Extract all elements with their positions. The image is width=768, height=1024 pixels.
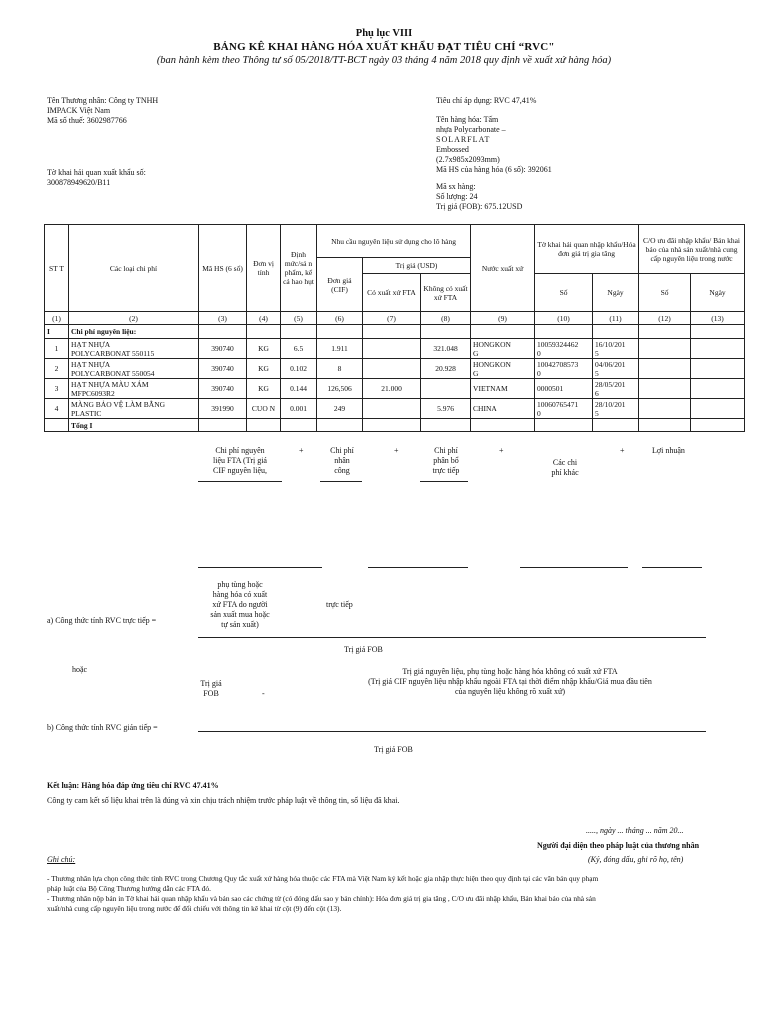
goods-name-5: (2.7x985x2093mm) xyxy=(436,155,500,164)
col-num: (4) xyxy=(247,312,281,325)
cell-price: 126,506 xyxy=(317,379,363,399)
criteria-info xyxy=(436,96,552,212)
merchant-info xyxy=(47,96,158,126)
document-title: BẢNG KÊ KHAI HÀNG HÓA XUẤT KHẨU ĐẠT TIÊU CHÍ “RVC" xyxy=(213,41,555,53)
merchant-name: Tên Thương nhân: Công ty TNHH xyxy=(47,96,159,105)
cell-fta: 21.000 xyxy=(363,379,421,399)
header-material-need: Nhu cầu nguyên liệu sử dụng cho lô hàng xyxy=(317,225,471,258)
cell-decl xyxy=(535,359,593,379)
section-row xyxy=(45,325,745,339)
plus-sign: + xyxy=(620,446,625,455)
cell-nofta xyxy=(421,379,471,399)
underline xyxy=(320,481,362,482)
cell-line: MÀNG BẢO VỆ LÀM BẰNG xyxy=(71,399,166,409)
table-row xyxy=(45,359,745,379)
cell-co_no xyxy=(639,399,691,419)
fob-value: Trị giá (FOB): 675.12USD xyxy=(436,202,523,211)
cell-date xyxy=(593,339,639,359)
formula-a-label: a) Công thức tính RVC trực tiếp = xyxy=(47,616,157,625)
cell-line: G xyxy=(473,368,479,378)
cell-price: 1.911 xyxy=(317,339,363,359)
or-label: hoặc xyxy=(72,665,88,674)
total-row xyxy=(45,419,745,432)
cell-line: POLYCARBONAT 550115 xyxy=(71,348,155,358)
legal-representative: Người đại diện theo pháp luật của thương nhân xyxy=(537,841,700,850)
section-number: I xyxy=(45,325,69,339)
cell-line: 5 xyxy=(595,368,599,378)
cell-line: HONGKON xyxy=(473,359,511,369)
header-origin: Nước xuất xứ xyxy=(471,225,535,312)
header-decl-date: Ngày xyxy=(593,274,639,312)
note-line: - Thương nhân lựa chọn công thức tính RVC trong Chương Quy tắc xuất xứ hàng hóa thuộc các FTA mà Việt Nam ký kết hoặc gia nhập thực hiện theo quy định tại các văn bản quy phạm xyxy=(47,874,599,883)
cell-nofta: 20.928 xyxy=(421,359,471,379)
fraction-line-a xyxy=(198,637,706,638)
cell-name xyxy=(69,379,199,399)
alloc-line: trực tiếp xyxy=(432,466,460,475)
non-fta-line: (Trị giá CIF nguyên liệu nhập khẩu ngoài FTA tại thời điểm nhập khẩu/Giá mua đầu tiên xyxy=(368,677,652,686)
total-label: Tổng I xyxy=(69,419,199,432)
cell-hs: 390740 xyxy=(199,379,247,399)
customs-number: 300878949620/B11 xyxy=(47,178,111,187)
sign-date: ....., ngày ... tháng ... năm 20... xyxy=(586,826,684,835)
allocated-cost-label xyxy=(424,446,468,476)
header-non-fta: Không có xuất xứ FTA xyxy=(421,274,471,312)
other-line: phí khác xyxy=(551,468,579,477)
header-decl-no: Số xyxy=(535,274,593,312)
fraction-line-b xyxy=(198,731,706,732)
cell-co_no xyxy=(639,379,691,399)
col-num: (13) xyxy=(691,312,745,325)
labor-line: nhân xyxy=(334,456,350,465)
profit-label: Lợi nhuận xyxy=(652,446,685,455)
cell-unit: CUO N xyxy=(247,399,281,419)
cell-line: HẠT NHỰA xyxy=(71,339,111,349)
cell-line: 0000501 xyxy=(537,384,564,393)
cell-norm: 0.144 xyxy=(281,379,317,399)
cell-line: HẠT NHỰA MÀU XÁM xyxy=(71,379,149,389)
cell-line: MFPC6093R2 xyxy=(71,388,115,398)
conclusion: Kết luận: Hàng hóa đáp ứng tiêu chí RVC 47.41% xyxy=(47,781,219,790)
cell-line: HONGKON xyxy=(473,339,511,349)
goods-name-3: SOLARFLAT xyxy=(436,135,491,144)
cell-co_date xyxy=(691,379,745,399)
cell-co_date xyxy=(691,399,745,419)
cost-fta-line: liệu FTA (Trị giá xyxy=(213,456,267,465)
cell-decl xyxy=(535,339,593,359)
col-num: (12) xyxy=(639,312,691,325)
note-line: - Thương nhân nộp bản in Tờ khai hải quan nhập khẩu và bản sao các chứng từ (có đóng dấu sao y bản chính): Hóa đơn giá trị gia tăng , C/O ưu đãi nhập khẩu, Bản khai báo của nhà sản xyxy=(47,894,596,903)
goods-name-2: nhựa Polycarbonate – xyxy=(436,125,506,134)
col-num: (10) xyxy=(535,312,593,325)
col-num: (8) xyxy=(421,312,471,325)
cell-line: 5 xyxy=(595,408,599,418)
cell-stt: 2 xyxy=(45,359,69,379)
direct-label: trực tiếp xyxy=(326,600,353,609)
cell-hs: 390740 xyxy=(199,339,247,359)
criteria: Tiêu chí áp dụng: RVC 47,41% xyxy=(436,96,537,105)
parts-line: xứ FTA do người xyxy=(212,600,268,609)
plus-sign: + xyxy=(299,446,304,455)
cell-name xyxy=(69,359,199,379)
alloc-line: phân bổ xyxy=(433,456,459,465)
column-number-row xyxy=(45,312,745,325)
separator-line xyxy=(642,567,702,568)
separator-line xyxy=(368,567,468,568)
col-num: (5) xyxy=(281,312,317,325)
cell-origin xyxy=(471,339,535,359)
goods-name-4: Embossed xyxy=(436,145,469,154)
tax-code: Mã số thuế: 3602987766 xyxy=(47,116,127,125)
note-line: pháp luật của Bộ Công Thương hướng dẫn các FTA đó. xyxy=(47,884,211,893)
merchant-name-2: IMPACK Việt Nam xyxy=(47,106,111,115)
cell-decl xyxy=(535,399,593,419)
document-subtitle: (ban hành kèm theo Thông tư số 05/2018/TT-BCT ngày 03 tháng 4 năm 2018 quy định về xuất xứ hàng hóa) xyxy=(156,55,612,66)
header-unit: Đơn vị tính xyxy=(247,225,281,312)
other-line: Các chi xyxy=(552,458,578,467)
cell-line: 0 xyxy=(537,348,541,358)
cell-line: 0 xyxy=(537,368,541,378)
col-num: (3) xyxy=(199,312,247,325)
cell-origin xyxy=(471,379,535,399)
parts-line: phụ tùng hoặc xyxy=(217,580,263,589)
cell-norm: 6.5 xyxy=(281,339,317,359)
cell-stt: 3 xyxy=(45,379,69,399)
col-num: (9) xyxy=(471,312,535,325)
parts-line: hàng hóa có xuất xyxy=(212,590,268,599)
customs-info xyxy=(47,168,146,188)
col-num: (6) xyxy=(317,312,363,325)
cell-line: CHINA xyxy=(473,404,497,413)
cell-decl xyxy=(535,379,593,399)
quantity: Số lượng: 24 xyxy=(436,192,478,201)
labor-line: Chi phí xyxy=(330,446,354,455)
header-hs: Mã HS (6 số) xyxy=(199,225,247,312)
formula-b-label: b) Công thức tính RVC gián tiếp = xyxy=(47,723,158,732)
table-row xyxy=(45,379,745,399)
col-num: (1) xyxy=(45,312,69,325)
cost-table xyxy=(44,224,745,432)
cell-stt: 1 xyxy=(45,339,69,359)
cell-name xyxy=(69,399,199,419)
non-fta-line: Trị giá nguyên liệu, phụ tùng hoặc hàng hóa không có xuất xứ FTA xyxy=(402,667,618,676)
cell-norm: 0.001 xyxy=(281,399,317,419)
header-declaration: Tờ khai hải quan nhập khẩu/Hóa đơn giá trị gia tăng xyxy=(535,225,639,274)
col-num: (11) xyxy=(593,312,639,325)
cell-line: 6 xyxy=(595,388,599,398)
cell-line: 10060765471 xyxy=(537,399,579,409)
header-value: Trị giá (USD) xyxy=(363,258,471,274)
other-cost-label xyxy=(540,458,590,478)
parts-line: sản xuất mua hoặc xyxy=(210,610,270,619)
note-line: xuất/nhà cung cấp nguyên liệu trong nước để đối chiếu với thông tin kê khai từ cột (9) đến cột (13). xyxy=(47,904,342,913)
cell-origin xyxy=(471,359,535,379)
cell-price: 249 xyxy=(317,399,363,419)
cell-unit: KG xyxy=(247,379,281,399)
cell-line: 16/10/201 xyxy=(595,339,626,349)
separator-line xyxy=(198,567,322,568)
cell-line: VIETNAM xyxy=(473,384,508,393)
cell-co_date xyxy=(691,339,745,359)
alloc-line: Chi phí xyxy=(434,446,458,455)
cell-line: 0 xyxy=(537,408,541,418)
cell-co_no xyxy=(639,339,691,359)
labor-line: công xyxy=(334,466,350,475)
cell-fta xyxy=(363,339,421,359)
cell-co_date xyxy=(691,359,745,379)
cell-origin xyxy=(471,399,535,419)
cost-fta-line: Chi phí nguyên xyxy=(215,446,265,455)
cell-fta xyxy=(363,359,421,379)
cell-line: HẠT NHỰA xyxy=(71,359,111,369)
table-row xyxy=(45,339,745,359)
header-co-no: Số xyxy=(639,274,691,312)
cell-stt: 4 xyxy=(45,399,69,419)
cell-hs: 390740 xyxy=(199,359,247,379)
cell-line: G xyxy=(473,348,479,358)
table-row xyxy=(45,399,745,419)
cell-unit: KG xyxy=(247,359,281,379)
cell-unit: KG xyxy=(247,339,281,359)
non-fta-line: của nguyên liệu không rõ xuất xứ) xyxy=(454,687,566,696)
header-stt: ST T xyxy=(45,225,69,312)
minus-sign: - xyxy=(262,689,265,698)
cell-co_no xyxy=(639,359,691,379)
fta-parts-label xyxy=(198,580,282,630)
cell-line: 10042708573 xyxy=(537,359,579,369)
col-num: (7) xyxy=(363,312,421,325)
cell-line: 28/10/201 xyxy=(595,399,626,409)
plus-sign: + xyxy=(394,446,399,455)
cell-name xyxy=(69,339,199,359)
parts-line: tự sản xuất) xyxy=(221,620,259,629)
customs-label: Tờ khai hải quan xuất khẩu số: xyxy=(47,168,146,177)
goods-hs: Mã HS của hàng hóa (6 số): 392061 xyxy=(436,165,552,174)
section-label: Chi phí nguyên liệu: xyxy=(69,325,199,339)
cell-norm: 0.102 xyxy=(281,359,317,379)
header-norm: Định mức/sả n phẩm, kể cả hao hụt xyxy=(281,225,317,312)
cell-date xyxy=(593,379,639,399)
underline xyxy=(420,481,468,482)
header-co-date: Ngày xyxy=(691,274,745,312)
production-code: Mã sx hàng: xyxy=(436,182,476,191)
notes xyxy=(47,874,747,914)
separator-line xyxy=(520,567,628,568)
fob-line: FOB xyxy=(203,689,219,698)
cell-line: 10059324462 xyxy=(537,339,579,349)
note-label: Ghi chú: xyxy=(47,855,76,864)
cell-date xyxy=(593,359,639,379)
appendix-label: Phụ lục VIII xyxy=(355,28,413,39)
cell-line: 5 xyxy=(595,348,599,358)
cell-price: 8 xyxy=(317,359,363,379)
plus-sign: + xyxy=(499,446,504,455)
labor-cost-label xyxy=(322,446,362,476)
cell-line: PLASTIC xyxy=(71,408,102,418)
header-unit-price: Đơn giá (CIF) xyxy=(317,258,363,312)
underline xyxy=(198,481,282,482)
non-fta-label xyxy=(310,667,710,697)
col-num: (2) xyxy=(69,312,199,325)
fob-denominator-a: Trị giá FOB xyxy=(344,645,383,654)
sign-instruction: (Ký, đóng dấu, ghi rõ họ, tên) xyxy=(588,855,684,864)
goods-name: Tên hàng hóa: Tấm xyxy=(436,115,499,124)
cell-nofta: 5.976 xyxy=(421,399,471,419)
fob-denominator-b: Trị giá FOB xyxy=(374,745,413,754)
header-fta: Có xuất xứ FTA xyxy=(363,274,421,312)
fob-numerator-b xyxy=(196,679,226,699)
header-cost-type: Các loại chi phí xyxy=(69,225,199,312)
cell-hs: 391990 xyxy=(199,399,247,419)
fob-line: Trị giá xyxy=(200,679,222,688)
cell-line: 04/06/201 xyxy=(595,359,626,369)
cell-line: POLYCARBONAT 550054 xyxy=(71,368,155,378)
cost-fta-label xyxy=(200,446,280,476)
cell-line: 28/05/201 xyxy=(595,379,626,389)
cost-fta-line: CIF nguyên liệu, xyxy=(213,466,267,475)
commitment: Công ty cam kết số liệu khai trên là đúng và xin chịu trách nhiệm trước pháp luật về thông tin, số liệu đã khai. xyxy=(47,796,400,805)
cell-nofta: 321.048 xyxy=(421,339,471,359)
cell-fta xyxy=(363,399,421,419)
cell-date xyxy=(593,399,639,419)
header-co: C/O ưu đãi nhập khẩu/ Bản khai báo của nhà sản xuất/nhà cung cấp nguyên liệu trong nước xyxy=(639,225,745,274)
